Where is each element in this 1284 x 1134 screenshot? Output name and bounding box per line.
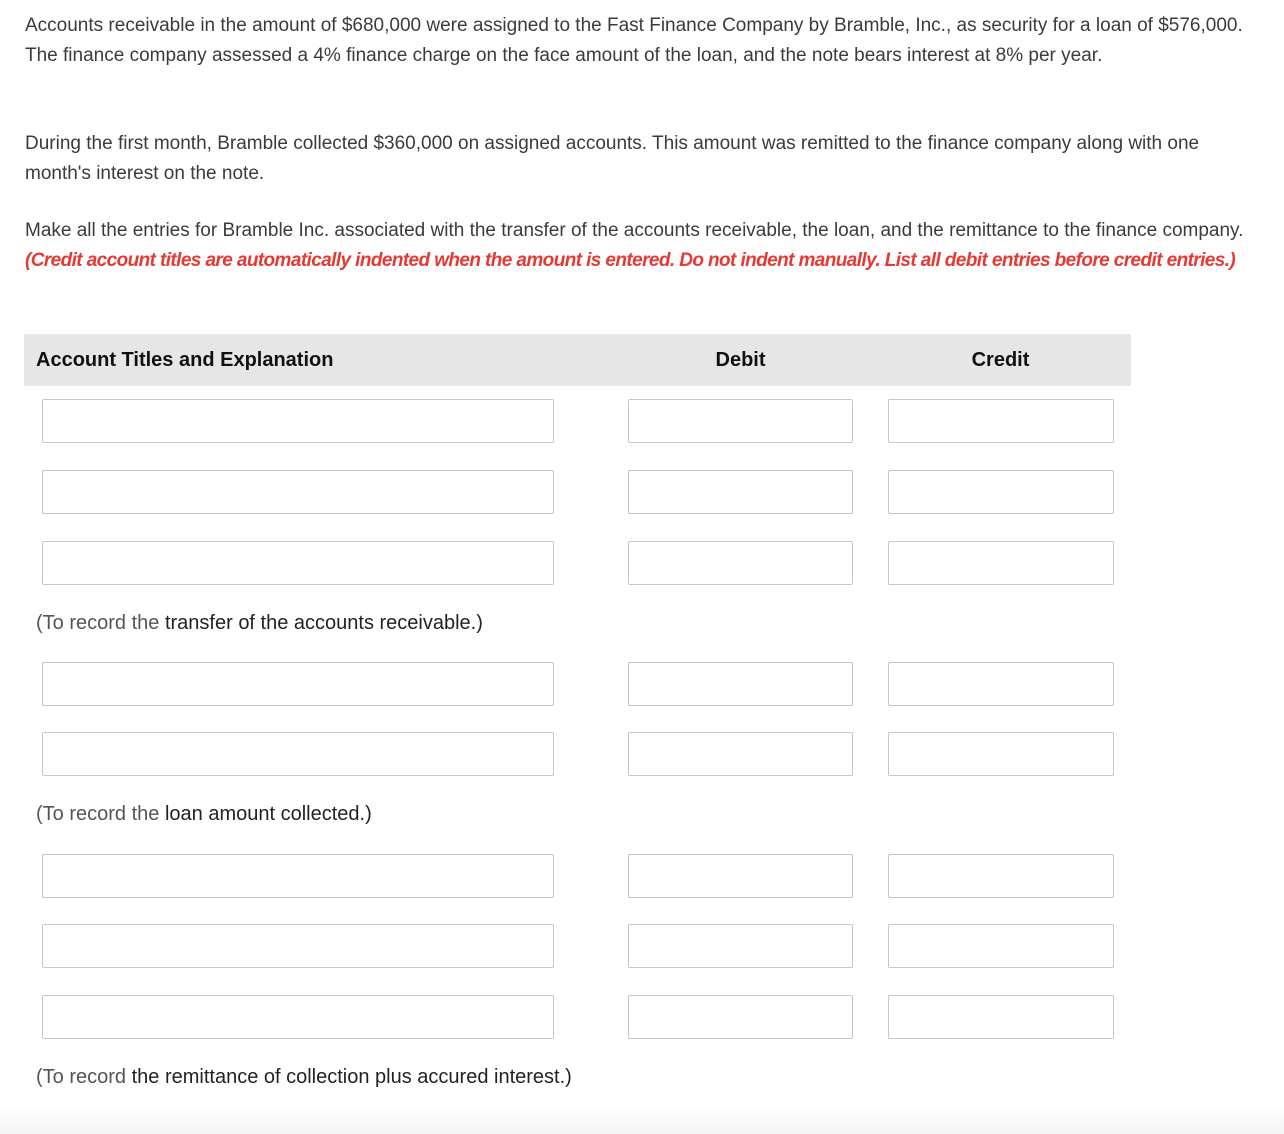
credit-amount-input[interactable]	[888, 541, 1114, 585]
caption-description: loan amount collected.)	[164, 803, 372, 825]
entry-2-caption	[36, 800, 372, 828]
credit-amount-input[interactable]	[888, 995, 1114, 1039]
journal-entry-2-row-2	[0, 732, 1284, 776]
page-bottom-edge	[0, 1105, 1284, 1134]
debit-amount-input[interactable]	[628, 924, 853, 968]
entry-1-caption	[36, 609, 483, 637]
account-title-input[interactable]	[42, 924, 554, 968]
journal-entry-3-row-1	[0, 854, 1284, 898]
journal-entry-1-row-3	[0, 541, 1284, 585]
journal-entry-1-row-1	[0, 399, 1284, 443]
problem-paragraph-1: Accounts receivable in the amount of $680,000 were assigned to the Fast Finance Company by Bramble, Inc., as security for a loan of $576,000. The finance company assessed a 4% finance charge on the face amount of the loan, and the note bears interest at 8% per year.	[25, 15, 1243, 66]
account-title-input[interactable]	[42, 854, 554, 898]
debit-amount-input[interactable]	[628, 470, 853, 514]
problem-paragraph-2: During the first month, Bramble collected $360,000 on assigned accounts. This amount was remitted to the finance company along with one month's interest on the note.	[25, 133, 1200, 184]
credit-amount-input[interactable]	[888, 924, 1114, 968]
debit-amount-input[interactable]	[628, 854, 853, 898]
header-debit: Debit	[715, 349, 766, 371]
credit-amount-input[interactable]	[888, 854, 1114, 898]
account-title-input[interactable]	[42, 995, 554, 1039]
caption-prefix: (To record	[36, 1066, 127, 1088]
credit-amount-input[interactable]	[888, 470, 1114, 514]
problem-paragraph-3-text: Make all the entries for Bramble Inc. associated with the transfer of the accounts receivable, the loan, and the remittance to the finance company.	[25, 220, 1244, 241]
caption-description: the remittance of collection plus accured interest.)	[131, 1066, 572, 1088]
account-title-input[interactable]	[42, 541, 554, 585]
journal-entry-3-row-3	[0, 995, 1284, 1039]
debit-amount-input[interactable]	[628, 995, 853, 1039]
journal-entry-1-row-2	[0, 470, 1284, 514]
credit-amount-input[interactable]	[888, 399, 1114, 443]
credit-amount-input[interactable]	[888, 662, 1114, 706]
header-account-titles: Account Titles and Explanation	[36, 349, 334, 371]
problem-paragraph-3	[25, 216, 1255, 275]
debit-amount-input[interactable]	[628, 662, 853, 706]
credit-amount-input[interactable]	[888, 732, 1114, 776]
journal-table-header	[24, 334, 1131, 386]
entry-3-caption	[36, 1063, 572, 1091]
account-title-input[interactable]	[42, 399, 554, 443]
caption-prefix: (To record the	[36, 612, 160, 634]
account-title-input[interactable]	[42, 470, 554, 514]
header-credit: Credit	[971, 349, 1030, 371]
caption-prefix: (To record the	[36, 803, 160, 825]
account-title-input[interactable]	[42, 732, 554, 776]
account-title-input[interactable]	[42, 662, 554, 706]
journal-entry-3-row-2	[0, 924, 1284, 968]
debit-amount-input[interactable]	[628, 541, 853, 585]
debit-amount-input[interactable]	[628, 732, 853, 776]
caption-description: transfer of the accounts receivable.)	[164, 612, 483, 634]
instruction-note: (Credit account titles are automatically indented when the amount is entered. Do not indent manually. List all debit entries before credit entries.)	[25, 249, 1236, 271]
debit-amount-input[interactable]	[628, 399, 853, 443]
journal-entry-2-row-1	[0, 662, 1284, 706]
